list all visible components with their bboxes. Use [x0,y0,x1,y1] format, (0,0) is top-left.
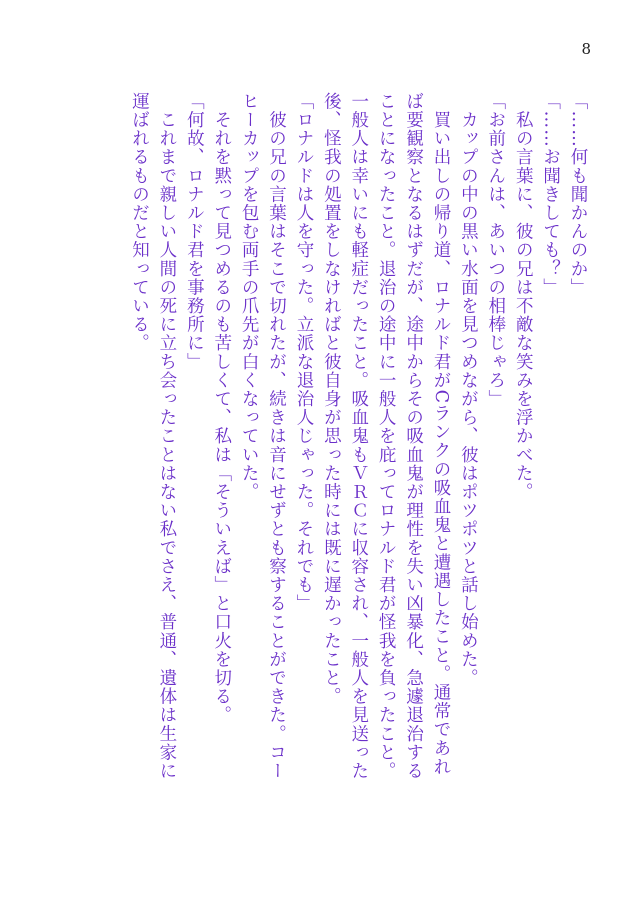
text-line: 私の言葉に、彼の兄は不敵な笑みを浮かべた。 [513,92,534,502]
text-line: 運ばれるものだと知っている。 [129,92,150,353]
text-line: 彼の兄の言葉はそこで切れたが、続きは音にせずとも察することができた。コー [266,92,287,781]
text-line: カップの中の黒い水面を見つめながら、彼はポツポツと話し始めた。 [458,92,479,688]
text-line: 「何故、ロナルド君を事務所に」 [184,92,205,371]
text-line: 「ロナルドは人を守った。立派な退治人じゃった。それでも」 [293,92,314,613]
text-line: ヒーカップを包む両手の爪先が白くなっていた。 [239,92,260,502]
text-line: 「……何も聞かんのか」 [568,92,588,297]
page-number: 8 [581,40,591,58]
vertical-text-body [125,92,591,852]
text-line: ことになったこと。退治の途中に一般人を庇ってロナルド君が怪我を負ったこと。 [376,92,397,781]
text-line: これまで親しい人間の死に立ち会ったことはない私でさえ、普通、遺体は生家に [156,92,177,781]
text-line: 一般人は幸いにも軽症だったこと。吸血鬼もＶＲＣに収容され、一般人を見送った [348,92,369,781]
text-line: 後、怪我の処置をしなければと彼自身が思った時には既に遅かったこと。 [321,92,342,706]
text-line: ば要観察となるはずだが、途中からその吸血鬼が理性を失い凶暴化、急遽退治する [403,92,424,781]
text-line: 「……お聞きしても？」 [540,92,561,297]
text-line: 買い出しの帰り道、ロナルド君がCランクの吸血鬼と遭遇したこと。通常であれ [430,92,451,777]
text-line: それを黙って見つめるのも苦しくて、私は「そういえば」と口火を切る。 [211,92,232,725]
text-line: 「お前さんは、あいつの相棒じゃろ」 [485,92,506,409]
